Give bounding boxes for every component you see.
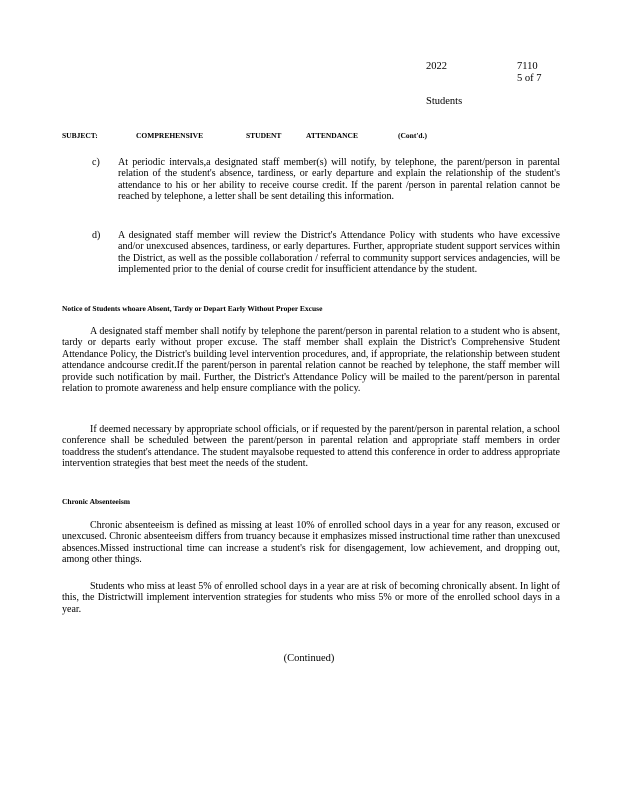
paragraph: A designated staff member shall notify by telephone the parent/person in parental relation to a student who is absent, tardy or departs early without proper excuse. The staff member shall explain the District's Comprehensive Student Attendance Policy, the District's building level intervention procedures, and, if appropriate, the relationship between student attendance andcourse credit.If the parent/person in parental relation cannot be reached by telephone, the staff member will provide such notification by mail. Further, the District's Attendance Policy will be mailed to the parent/person in parental relation to promote awareness and help ensure compliance with the policy.: [62, 326, 560, 395]
subject-word: COMPREHENSIVE: [136, 131, 204, 140]
paragraph: If deemed necessary by appropriate school officials, or if requested by the parent/person in parental relation, a school conference shall be scheduled between the parent/person in parental relation and appropriate staff members in order toaddress the student's attendance. The student mayalsobe requested to attend this conference in order to address appropriate intervention strategies that best meet the needs of the student.: [62, 424, 560, 470]
subject-word: ATTENDANCE: [306, 131, 358, 140]
subject-word: STUDENT: [246, 131, 282, 140]
paragraph: Students who miss at least 5% of enrolled school days in a year are at risk of becoming chronically absent. In light of this, the Districtwill implement intervention strategies for students who miss 5% or more of the enrolled school days in a year.: [62, 581, 560, 615]
policy-code: 7110: [517, 61, 538, 72]
page-number: 5 of 7: [517, 73, 542, 84]
notice-heading: Notice of Students whoare Absent, Tardy or Depart Early Without Proper Excuse: [62, 304, 323, 313]
policy-year: 2022: [426, 61, 447, 72]
subject-label: SUBJECT:: [62, 131, 98, 140]
list-item-text: A designated staff member will review the District's Attendance Policy with students who have excessive and/or unexcused absences, tardiness, or early departures. Further, appropriate student support services within the District, as well as the possible collaboration / referral to community support services andagencies, will be implemented prior to the denial of course credit for insufficient attendance by the student.: [118, 230, 560, 276]
list-item: [92, 230, 560, 276]
list-item-text: At periodic intervals,a designated staff member(s) will notify, by telephone, the parent/person in parental relation of the student's absence, tardiness, or early departure and explain the relationship of the student's attendance to his or her ability to receive course credit. If the parent /person in parental relation cannot be reached by telephone, a letter shall be sent detailing this information.: [118, 157, 560, 203]
paragraph: Chronic absenteeism is defined as missing at least 10% of enrolled school days in a year for any reason, excused or unexcused. Chronic absenteeism differs from truancy because it emphasizes missed instructional time rather than unexcused absences.Missed instructional time can increase a student's risk for disengagement, low achievement, and dropping out, among other things.: [62, 520, 560, 566]
section-title: Students: [426, 96, 463, 107]
list-item: [92, 157, 560, 203]
continued-footer: (Continued): [283, 653, 335, 664]
subject-word: (Cont'd.): [398, 131, 427, 140]
list-item-label: c): [92, 157, 100, 168]
chronic-heading: Chronic Absenteeism: [62, 497, 130, 506]
list-item-label: d): [92, 230, 101, 241]
